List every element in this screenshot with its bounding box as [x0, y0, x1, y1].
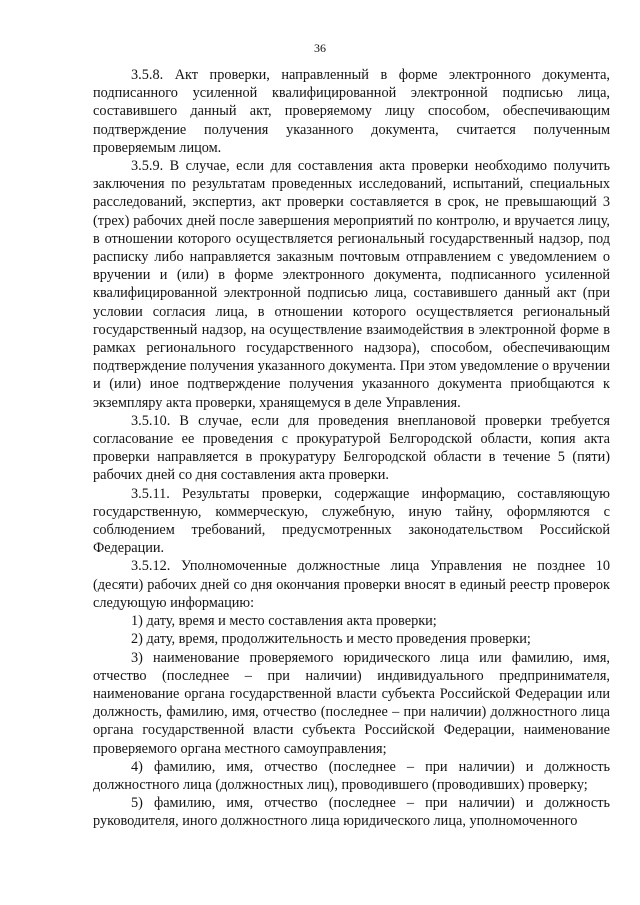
- page-number: 36: [314, 41, 326, 55]
- list-item-1: 1) дату, время и место составления акта проверки;: [131, 613, 437, 630]
- paragraph-3-5-9: 3.5.9. В случае, если для составления акта проверки необходимо получить заключения по результатам проведенных исследований, испытаний, специальных расследований, экспертиз, акт проверки составляется в срок, не превышающий 3 (трех) рабочих дней после завершения мероприятий по контролю, и вручается лицу, в отношении которого осуществляется региональный государственный надзор, под расписку либо направляется заказным почтовым отправлением с уведомлением о вручении и (или) в форме электронного документа, подписанного усиленной квалифицированной электронной подписью лица, составившего данный акт (при условии согласия лица, в отношении которого осуществляется региональный государственный надзор, на осуществление взаимодействия в электронной форме в рамках регионального государственного надзора), способом, обеспечивающим подтверждение получения указанного документа. При этом уведомление о вручении и (или) иное подтверждение получения указанного документа приобщаются к экземпляру акта проверки, хранящемуся в деле Управления.: [93, 158, 610, 411]
- paragraph-3-5-11: 3.5.11. Результаты проверки, содержащие информацию, составляющую государственную, коммерческую, служебную, иную тайну, оформляются с соблюдением требований, предусмотренных законодательством Российской Федерации.: [93, 485, 610, 557]
- list-item-5: 5) фамилию, имя, отчество (последнее – при наличии) и должность руководителя, иного должностного лица юридического лица, уполномоченного: [93, 795, 610, 830]
- paragraph-3-5-10: 3.5.10. В случае, если для проведения внеплановой проверки требуется согласование ее проведения с прокуратурой Белгородской области, копия акта проверки направляется в прокуратуру Белгородской области в течение 5 (пяти) рабочих дней со дня составления акта проверки.: [93, 412, 610, 484]
- list-item-4: 4) фамилию, имя, отчество (последнее – при наличии) и должность должностного лица (должностных лиц), проводившего (проводивших) проверку;: [93, 758, 610, 793]
- paragraph-3-5-12: 3.5.12. Уполномоченные должностные лица Управления не позднее 10 (десяти) рабочих дней со дня окончания проверки вносят в единый реестр проверок следующую информацию:: [93, 558, 610, 611]
- list-item-2: 2) дату, время, продолжительность и место проведения проверки;: [131, 631, 531, 648]
- list-item-3: 3) наименование проверяемого юридического лица или фамилию, имя, отчество (последнее – при наличии) индивидуального предпринимателя, наименование органа государственной власти субъекта Российской Федерации или должность, фамилию, имя, отчество (последнее – при наличии) должностного лица органа государственной власти субъекта Российской Федерации, наименование проверяемого органа местного самоуправления;: [93, 649, 610, 757]
- paragraph-3-5-8: 3.5.8. Акт проверки, направленный в форме электронного документа, подписанного усиленной квалифицированной электронной подписью лица, составившего данный акт, проверяемому лицу способом, обеспечивающим подтверждение получения указанного документа, считается полученным проверяемым лицом.: [93, 67, 610, 156]
- document-body: [93, 66, 610, 831]
